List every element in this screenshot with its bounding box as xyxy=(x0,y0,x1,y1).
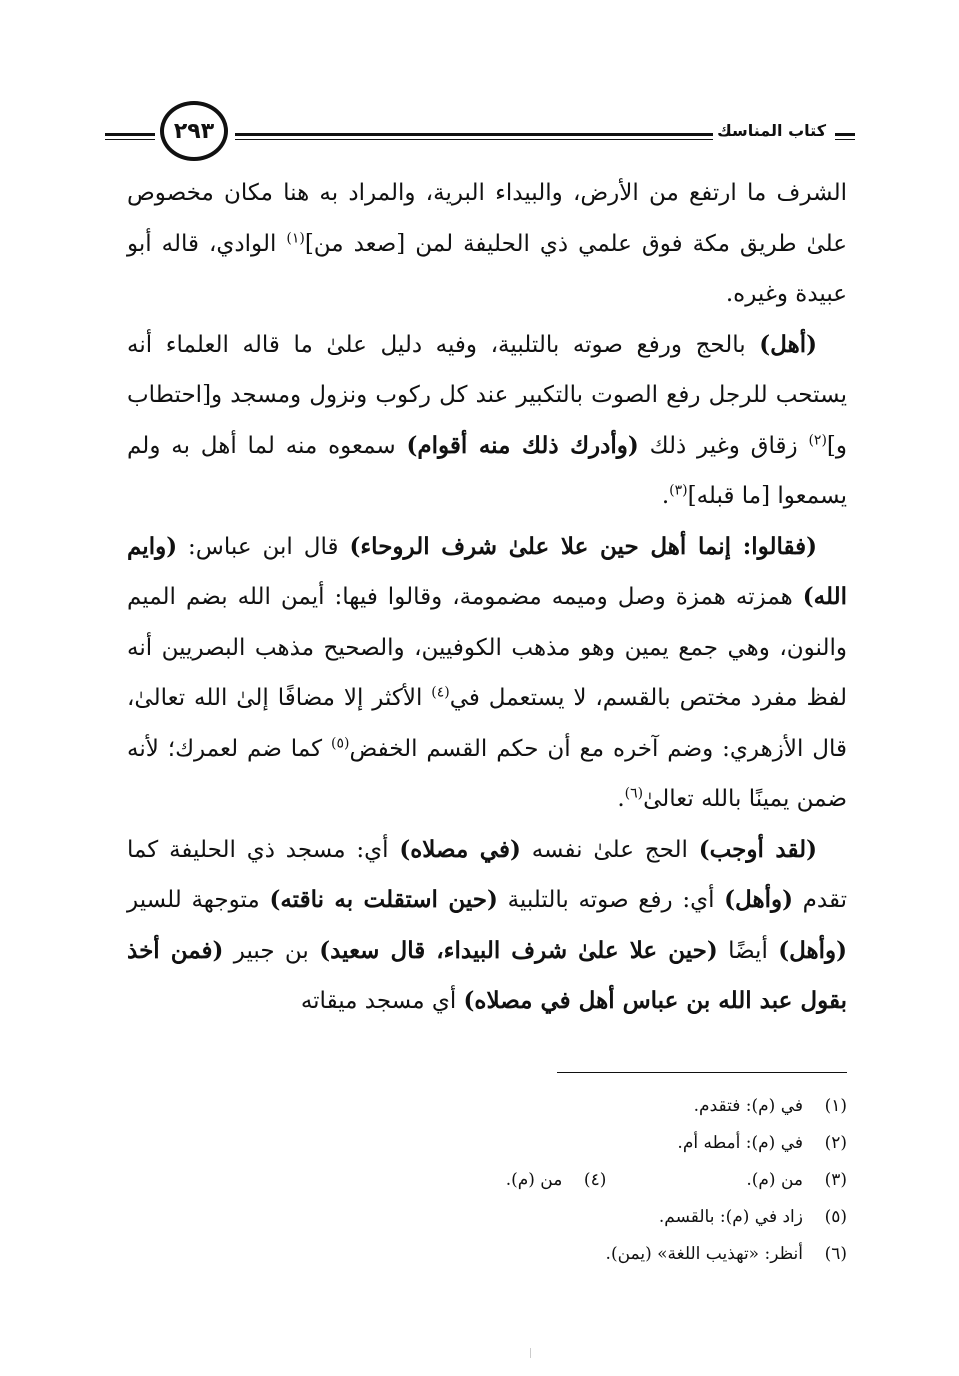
footnote-ref-2: (٢) xyxy=(808,431,827,448)
quoted-phrase: (فمن أخذ بقول عبد الله بن عباس أهل في مصلاه) xyxy=(127,936,847,1014)
footnote-2 xyxy=(677,1125,847,1162)
quoted-phrase: (فقالوا: إنما أهل حين علا علىٰ شرف الروحاء) xyxy=(349,532,817,560)
book-title: كتاب المناسك xyxy=(713,121,830,140)
text-run: زقاق وغير ذلك xyxy=(638,432,809,459)
text-run: . xyxy=(661,483,670,509)
header-rule-right-thin xyxy=(835,139,855,140)
footnote-4 xyxy=(506,1162,607,1199)
quoted-phrase: (وأهل) xyxy=(724,886,793,913)
header-rule-thick xyxy=(235,133,745,136)
footnote-text: من (م). xyxy=(505,1170,563,1190)
quoted-phrase: (وأهل) xyxy=(778,936,848,964)
footnote-spacer xyxy=(606,1162,746,1199)
header-rule-right-thick xyxy=(835,133,855,136)
page-header xyxy=(105,95,855,175)
footnote-number: (١) xyxy=(824,1096,847,1116)
paragraph-3 xyxy=(127,522,847,825)
main-text xyxy=(127,168,847,1027)
footnote-number: (٣) xyxy=(824,1170,847,1190)
footnote-text: زاد في (م): بالقسم. xyxy=(658,1207,803,1227)
footnotes xyxy=(127,1088,847,1273)
footnote-number: (٦) xyxy=(824,1244,847,1264)
quoted-phrase: (حين علا علىٰ شرف البيداء، قال سعيد) xyxy=(319,936,718,964)
text-run: أيضًا xyxy=(717,937,779,964)
footnote-row xyxy=(127,1236,847,1273)
footnote-row xyxy=(127,1125,847,1162)
quoted-phrase: (حين استقلت به ناقته) xyxy=(269,886,498,913)
footnote-number: (٤) xyxy=(583,1170,607,1190)
footnote-text: أنظر: «تهذيب اللغة» (يمن). xyxy=(605,1244,803,1264)
quoted-phrase: (وايم الله) xyxy=(127,532,847,610)
text-run: الشرف ما ارتفع من الأرض، والبيداء البرية، والمراد به هنا مكان مخصوص علىٰ طريق مكة فوق علمي ذي الحليفة لمن [صعد من] xyxy=(127,180,848,257)
footnote-5 xyxy=(659,1199,847,1236)
header-rule-left-thick xyxy=(105,133,155,136)
text-run: متوجهة للسير xyxy=(127,887,270,913)
footnote-row xyxy=(127,1088,847,1125)
text-run: الوادي، قاله أبو عبيدة وغيره. xyxy=(127,230,847,307)
page-number: ٢٩٣ xyxy=(160,101,228,161)
quoted-phrase: (أهل) xyxy=(759,330,817,358)
footnote-ref-4: (٤) xyxy=(431,684,450,701)
footnote-ref-6: (٦) xyxy=(624,785,644,802)
footnote-number: (٢) xyxy=(824,1133,847,1153)
paragraph-2 xyxy=(127,320,847,522)
footnote-1 xyxy=(694,1088,847,1125)
text-run: كما ضم لعمرك؛ لأنه ضمن يمينًا بالله تعالىٰ xyxy=(127,735,847,812)
footnote-ref-5: (٥) xyxy=(330,734,350,751)
header-rule-thin xyxy=(235,139,745,140)
text-run: همزته همزة وصل وميمه مضمومة، وقالوا فيها: أيمن الله بضم الميم والنون، وهي جمع يمين وهو مذهب الكوفيين، والصحيح مذهب البصريين أنه لفظ مفرد مختص بالقسم، لا يستعمل في xyxy=(127,584,847,711)
text-run: الأكثر إلا مضافًا إلىٰ الله تعالىٰ، قال الأزهري: وضم آخره مع أن حكم القسم الخفض xyxy=(127,685,847,762)
footnote-separator xyxy=(557,1072,847,1073)
text-run: بن جبير xyxy=(223,937,320,964)
footnote-number: (٥) xyxy=(824,1207,847,1227)
text-run: بالحج ورفع صوته بالتلبية، وفيه دليل علىٰ ما قاله العلماء أنه يستحب للرجل رفع الصوت بالتكبير عند كل ركوب ونزول ومسجد و[احتطاب و] xyxy=(127,331,847,459)
footnote-row xyxy=(127,1199,847,1236)
text-run: الحج علىٰ نفسه xyxy=(520,836,699,863)
footnote-text: من (م). xyxy=(746,1170,803,1190)
footnote-text: في (م): فتقدم. xyxy=(693,1096,803,1116)
quoted-phrase: (وأدرك ذلك منه أقوام) xyxy=(406,431,639,459)
footnote-row xyxy=(127,1162,847,1199)
paragraph-4 xyxy=(127,825,847,1027)
paragraph-1 xyxy=(127,168,847,320)
footnote-6 xyxy=(606,1236,847,1273)
footnote-3 xyxy=(746,1162,847,1199)
text-run: أي مسجد ميقاته xyxy=(300,988,464,1014)
text-run: أي: مسجد ذي الحليفة كما تقدم xyxy=(127,836,848,913)
header-rule-left-thin xyxy=(105,139,155,140)
text-run: سمعوه منه لما أهل به ولم يسمعوا [ما قبله] xyxy=(127,432,847,509)
footnote-ref-3: (٣) xyxy=(669,482,688,499)
text-run: . xyxy=(617,786,625,812)
text-run: أي: رفع صوته بالتلبية xyxy=(497,887,725,913)
text-run: قال ابن عباس: xyxy=(177,533,350,560)
quoted-phrase: (لقد أوجب) xyxy=(698,835,817,863)
quoted-phrase: (في مصلاه) xyxy=(399,835,521,863)
footnote-text: في (م): أمطه أم. xyxy=(677,1133,803,1153)
scan-mark xyxy=(530,1348,531,1358)
footnote-ref-1: (١) xyxy=(286,229,305,246)
